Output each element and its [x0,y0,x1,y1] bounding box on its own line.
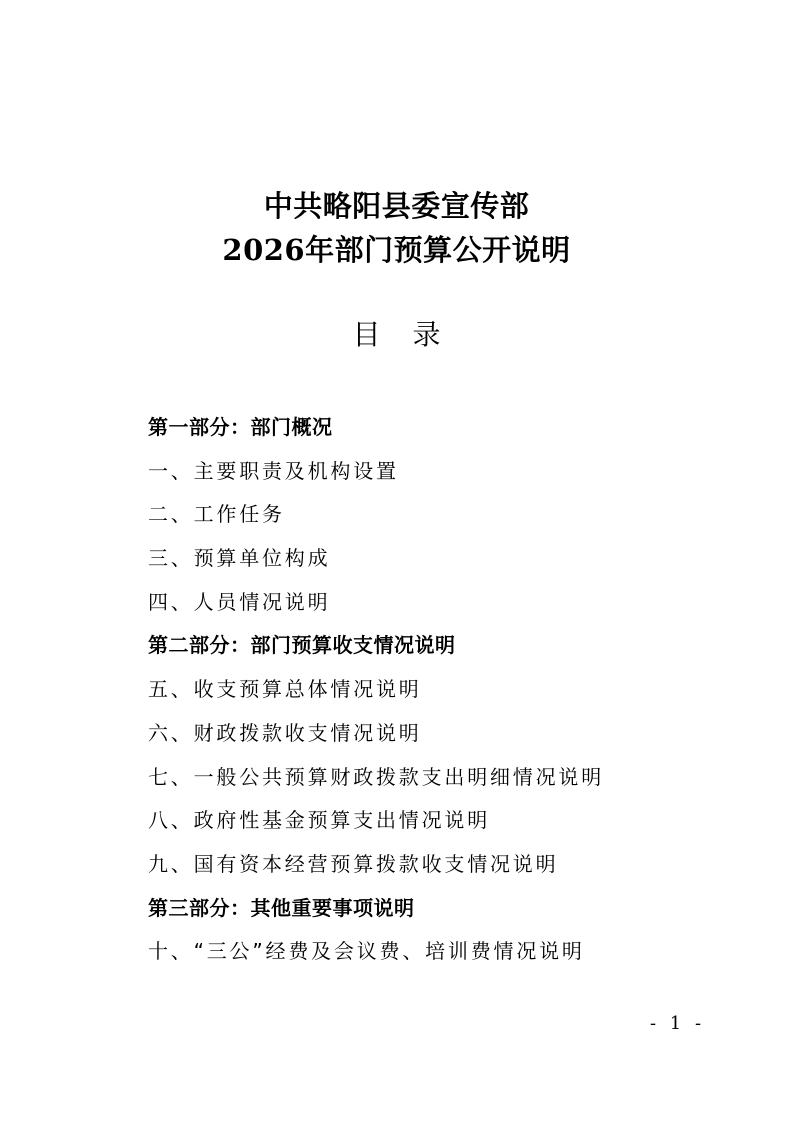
toc-item-2: 二、工作任务 [148,502,285,527]
toc-item-4: 四、人员情况说明 [148,589,331,614]
toc-item-1: 一、主要职责及机构设置 [148,458,399,483]
toc-item-6: 六、财政拨款收支情况说明 [148,720,422,745]
document-title-line1: 中共略阳县委宣传部 [263,189,530,223]
toc-item-5: 五、收支预算总体情况说明 [148,677,422,702]
toc-part-2: 第二部分：部门预算收支情况说明 [148,633,456,658]
table-of-contents [148,412,604,980]
toc-heading-left: 目 [352,318,381,351]
toc-part-1: 第一部分：部门概况 [148,415,333,439]
toc-item-10: 十、“三公”经费及会议费、培训费情况说明 [148,939,585,964]
toc-part-3: 第三部分：其他重要事项说明 [148,895,415,920]
document-title-line2: 2026年部门预算公开说明 [222,233,571,267]
toc-item-7: 七、一般公共预算财政拨款支出明细情况说明 [148,764,604,789]
toc-heading [0,318,793,352]
toc-item-8: 八、政府性基金预算支出情况说明 [148,808,490,833]
toc-heading-right: 录 [412,318,441,351]
toc-item-9: 九、国有资本经营预算拨款收支情况说明 [148,851,559,876]
toc-item-3: 三、预算单位构成 [148,546,331,571]
page-number: - 1 - [650,1013,706,1034]
